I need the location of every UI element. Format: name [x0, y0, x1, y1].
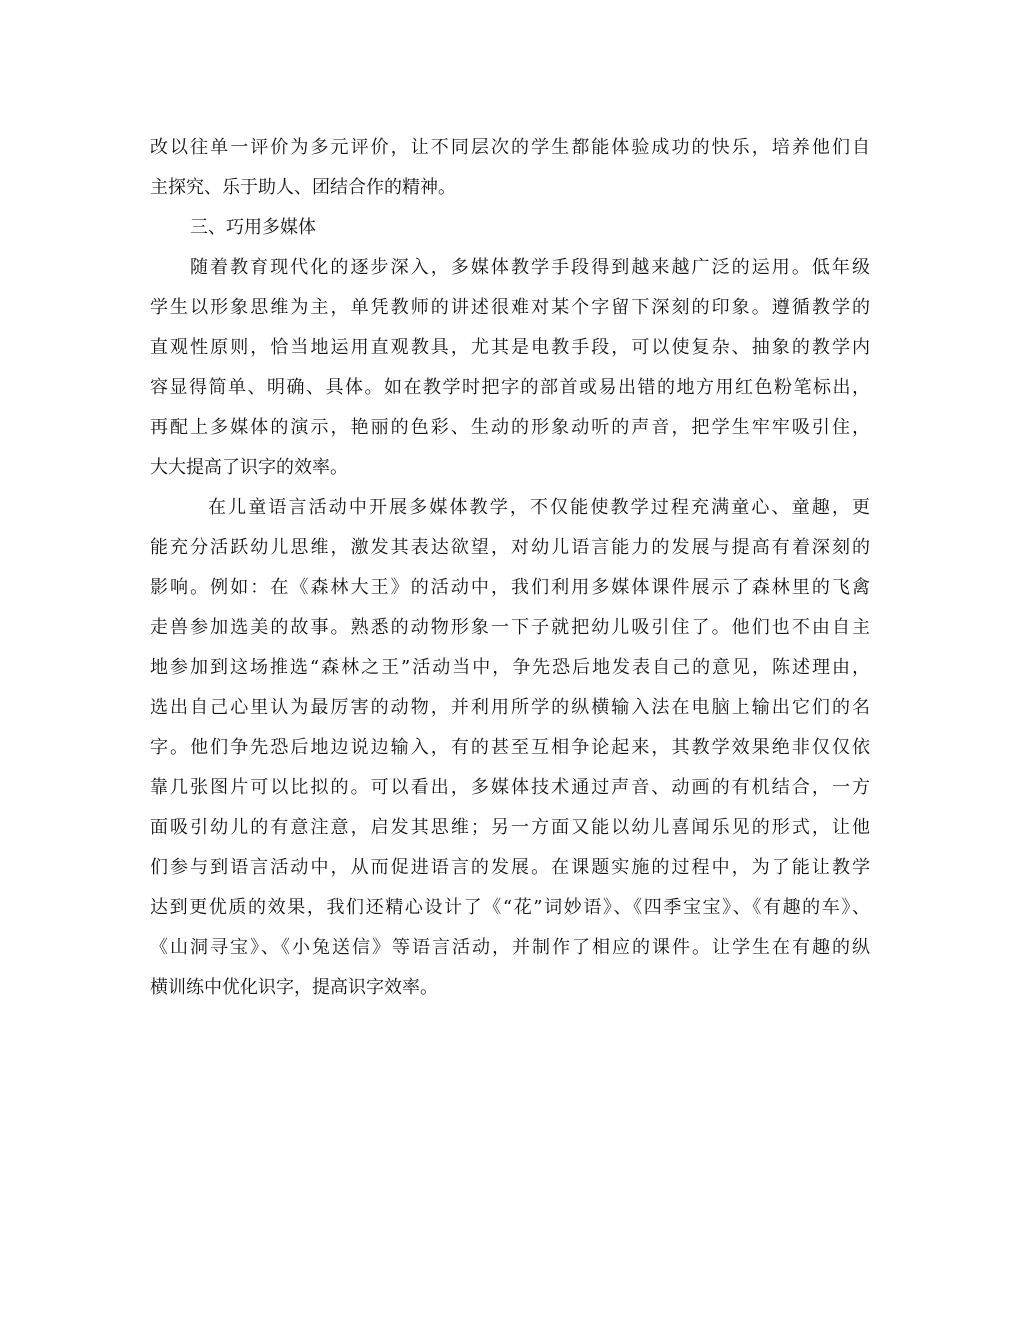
text-line: 随着教育现代化的逐步深入，多媒体教学手段得到越来越广泛的运用。低年级 [190, 257, 870, 278]
text-line: 地参加到这场推选“森林之王”活动当中，争先恐后地发表自己的意见，陈述理由， [150, 657, 870, 678]
text-line: 大大提高了识字的效率。 [150, 457, 348, 478]
text-line: 直观性原则，恰当地运用直观教具，尤其是电教手段，可以使复杂、抽象的教学内 [150, 337, 870, 358]
text-line: 选出自己心里认为最厉害的动物，并利用所学的纵横输入法在电脑上输出它们的名 [150, 697, 870, 718]
text-line: 《山洞寻宝》、《小兔送信》等语言活动，并制作了相应的课件。让学生在有趣的纵 [150, 937, 870, 958]
text-line: 再配上多媒体的演示，艳丽的色彩、生动的形象动听的声音，把学生牢牢吸引住， [150, 417, 870, 438]
text-line: 横训练中优化识字，提高识字效率。 [150, 977, 438, 998]
text-line: 靠几张图片可以比拟的。可以看出，多媒体技术通过声音、动画的有机结合，一方 [150, 777, 870, 798]
text-line: 学生以形象思维为主，单凭教师的讲述很难对某个字留下深刻的印象。遵循教学的 [150, 297, 870, 318]
text-line: 能充分活跃幼儿思维，激发其表达欲望，对幼儿语言能力的发展与提高有着深刻的 [150, 537, 870, 558]
text-line: 走兽参加选美的故事。熟悉的动物形象一下子就把幼儿吸引住了。他们也不由自主 [150, 617, 870, 638]
text-line: 影响。例如：在《森林大王》的活动中，我们利用多媒体课件展示了森林里的飞禽 [150, 577, 870, 598]
document-page [150, 128, 870, 1008]
text-line: 改以往单一评价为多元评价，让不同层次的学生都能体验成功的快乐，培养他们自 [150, 137, 870, 158]
text-line: 面吸引幼儿的有意注意，启发其思维；另一方面又能以幼儿喜闻乐见的形式，让他 [150, 817, 870, 838]
text-line: 主探究、乐于助人、团结合作的精神。 [150, 177, 456, 198]
section-heading: 三、巧用多媒体 [190, 217, 316, 238]
text-line: 字。他们争先恐后地边说边输入，有的甚至互相争论起来，其教学效果绝非仅仅依 [150, 737, 870, 758]
text-line: 达到更优质的效果，我们还精心设计了《“花”词妙语》、《四季宝宝》、《有趣的车》、 [150, 897, 870, 918]
text-line: 们参与到语言活动中，从而促进语言的发展。在课题实施的过程中，为了能让教学 [150, 857, 870, 878]
text-line: 在儿童语言活动中开展多媒体教学，不仅能使教学过程充满童心、童趣，更 [208, 497, 870, 518]
text-line: 容显得简单、明确、具体。如在教学时把字的部首或易出错的地方用红色粉笔标出， [150, 377, 870, 398]
